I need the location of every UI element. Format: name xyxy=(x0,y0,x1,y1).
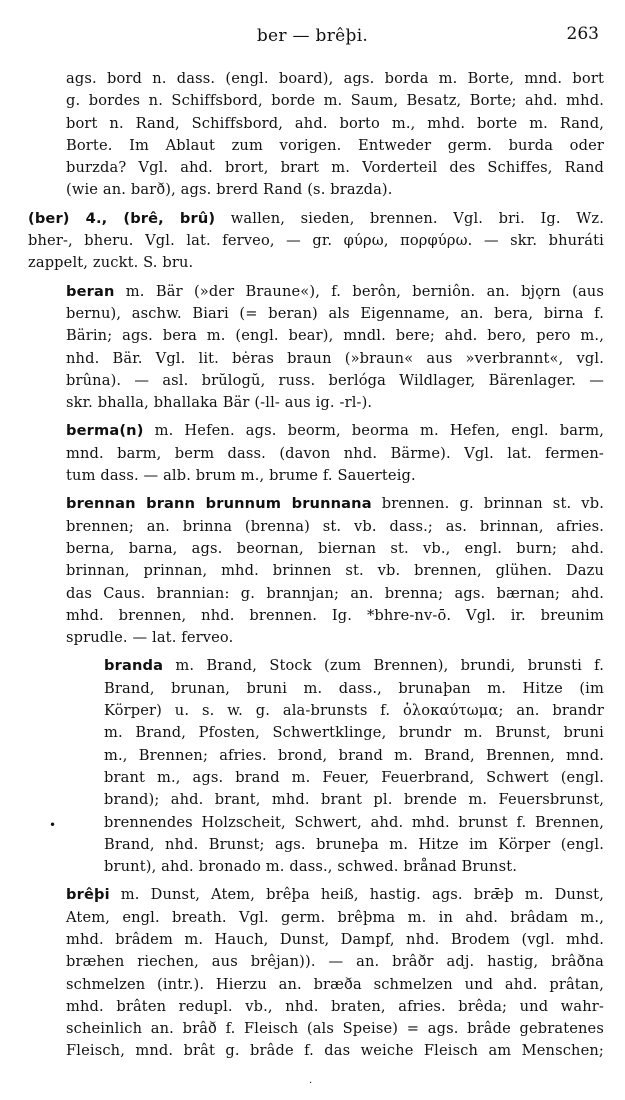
text-line: brand); ahd. brant, mhd. brant pl. brende m. Feuersbrunst, xyxy=(104,791,604,809)
text-line: m. Dunst, Atem, brêþa heiß, hastig. ags. brǣþ m. Dunst, xyxy=(109,886,604,904)
page-body xyxy=(28,68,604,1069)
text-line: m. Bär (»der Braune«), f. berôn, berniôn. an. bjǫrn (aus xyxy=(114,282,604,300)
text-line: brant m., ags. brand m. Feuer, Feuerbrand, Schwert (engl. xyxy=(104,768,604,786)
text-line: das Caus. brannian: g. brannjan; an. brenna; ags. bærnan; ahd. xyxy=(66,584,604,602)
text-line: Brand, nhd. Brunst; ags. bruneþa m. Hitze im Körper (engl. xyxy=(104,835,604,853)
text-line: mnd. barm, berm dass. (davon nhd. Bärme). Vgl. lat. fermen- xyxy=(66,444,604,462)
text-line: brunt), ahd. bronado m. dass., schwed. brånad Brunst. xyxy=(104,858,518,876)
entry-brepi xyxy=(66,884,604,1062)
text-line: nhd. Bär. Vgl. lit. bėras braun (»braun« aus »verbrannt«, vgl. xyxy=(66,349,604,367)
headword: brennan brann brunnum brunnana xyxy=(66,495,372,513)
entry-continuation xyxy=(66,68,604,202)
text-line: Fleisch, mnd. brât g. brâde f. das weiche Fleisch am Menschen; xyxy=(66,1042,604,1060)
text-line: g. bordes n. Schiffsbord, borde m. Saum, Besatz, Borte; ahd. mhd. xyxy=(66,92,604,110)
text-line: bort n. Rand, Schiffsbord, ahd. borto m., mhd. borte m. Rand, xyxy=(66,114,604,132)
text-line: mhd. brâdem m. Hauch, Dunst, Dampf, nhd. Brodem (vgl. mhd. xyxy=(66,930,604,948)
text-line: brinnan, prinnan, mhd. brinnen st. vb. brennen, glühen. Dazu xyxy=(66,562,604,580)
text-line: bræhen riechen, aus brêjan)). — an. brâðr adj. hastig, brâðna xyxy=(66,953,604,971)
text-line: brennen; an. brinna (brenna) st. vb. dass.; as. brinnan, afries. xyxy=(66,517,604,535)
text-line: bernu), aschw. Biari (= beran) als Eigenname, an. bera, birna f. xyxy=(66,304,604,322)
text-line: m. Hefen. ags. beorm, beorma m. Hefen, engl. barm, xyxy=(143,422,604,440)
text-line: wallen, sieden, brennen. Vgl. bri. Ig. Wz. xyxy=(215,209,604,227)
text-line: brûna). — asl. brŭlogŭ, russ. berlóga Wildlager, Bärenlager. — xyxy=(66,371,604,389)
text-line: Körper) u. s. w. g. ala-brunsts f. ὁλοκαύτωμα; an. brandr xyxy=(104,702,604,720)
text-line: m. Brand, Pfosten, Schwertklinge, brundr m. Brunst, bruni xyxy=(104,724,604,742)
text-line: scheinlich an. brâð f. Fleisch (als Speise) = ags. brâde gebratenes xyxy=(66,1020,604,1038)
page-header xyxy=(0,26,625,52)
text-line: Atem, engl. breath. Vgl. germ. brêþma m. in ahd. brâdam m., xyxy=(66,908,604,926)
text-line: sprudle. — lat. ferveo. xyxy=(66,629,234,647)
text-line: m. Brand, Stock (zum Brennen), brundi, brunsti f. xyxy=(163,657,604,675)
headword: brêþi xyxy=(66,886,110,904)
text-line: brennendes Holzscheit, Schwert, ahd. mhd. brunst f. Brennen, xyxy=(104,813,604,831)
text-line: bher-, bheru. Vgl. lat. ferveo, — gr. φύρω, πορφύρω. — skr. bhuráti xyxy=(28,232,604,250)
margin-dot: • xyxy=(49,818,57,832)
text-line: schmelzen (intr.). Hierzu an. bræða schmelzen und ahd. prâtan, xyxy=(66,975,604,993)
text-line: Bärin; ags. bera m. (engl. bear), mndl. bere; ahd. bero, pero m., xyxy=(66,327,604,345)
text-line: berna, barna, ags. beornan, biernan st. vb., engl. burn; ahd. xyxy=(66,539,604,557)
entry-branda xyxy=(104,655,604,878)
entry-ber xyxy=(28,208,604,275)
headword: beran xyxy=(66,282,115,300)
running-head: ber — brêþi. xyxy=(256,26,369,46)
headword: branda xyxy=(104,657,164,675)
text-line: (wie an. barð), ags. brerd Rand (s. brazda). xyxy=(66,181,393,199)
text-line: burzda? Vgl. ahd. brort, brart m. Vorderteil des Schiffes, Rand xyxy=(66,159,604,177)
text-line: skr. bhalla, bhallaka Bär (-ll- aus ig. -rl-). xyxy=(66,394,373,412)
text-line: mhd. brennen, nhd. brennen. Ig. *bhre-nv-ō. Vgl. ir. breunim xyxy=(66,606,604,624)
text-line: m., Brennen; afries. brond, brand m. Brand, Brennen, mnd. xyxy=(104,746,604,764)
text-line: Brand, brunan, bruni m. dass., brunaþan m. Hitze (im xyxy=(104,679,604,697)
text-line: mhd. brâten redupl. vb., nhd. braten, afries. brêda; und wahr- xyxy=(66,997,604,1015)
text-line: ags. bord n. dass. (engl. board), ags. borda m. Borte, mnd. bort xyxy=(66,70,604,87)
text-line: zappelt, zuckt. S. bru. xyxy=(28,254,194,272)
entry-beran xyxy=(66,281,604,415)
text-line: Borte. Im Ablaut zum vorigen. Entweder germ. burda oder xyxy=(66,136,604,154)
footer-dot: · xyxy=(309,1078,313,1089)
text-line: brennen. g. brinnan st. vb. xyxy=(371,495,604,513)
text-line: tum dass. — alb. brum m., brume f. Sauerteig. xyxy=(66,467,416,485)
entry-berma xyxy=(66,420,604,487)
page-number: 263 xyxy=(566,24,599,44)
entry-brennan xyxy=(66,493,604,649)
headword: (ber) 4., (brê, brû) xyxy=(28,209,216,227)
headword: berma(n) xyxy=(66,422,144,440)
